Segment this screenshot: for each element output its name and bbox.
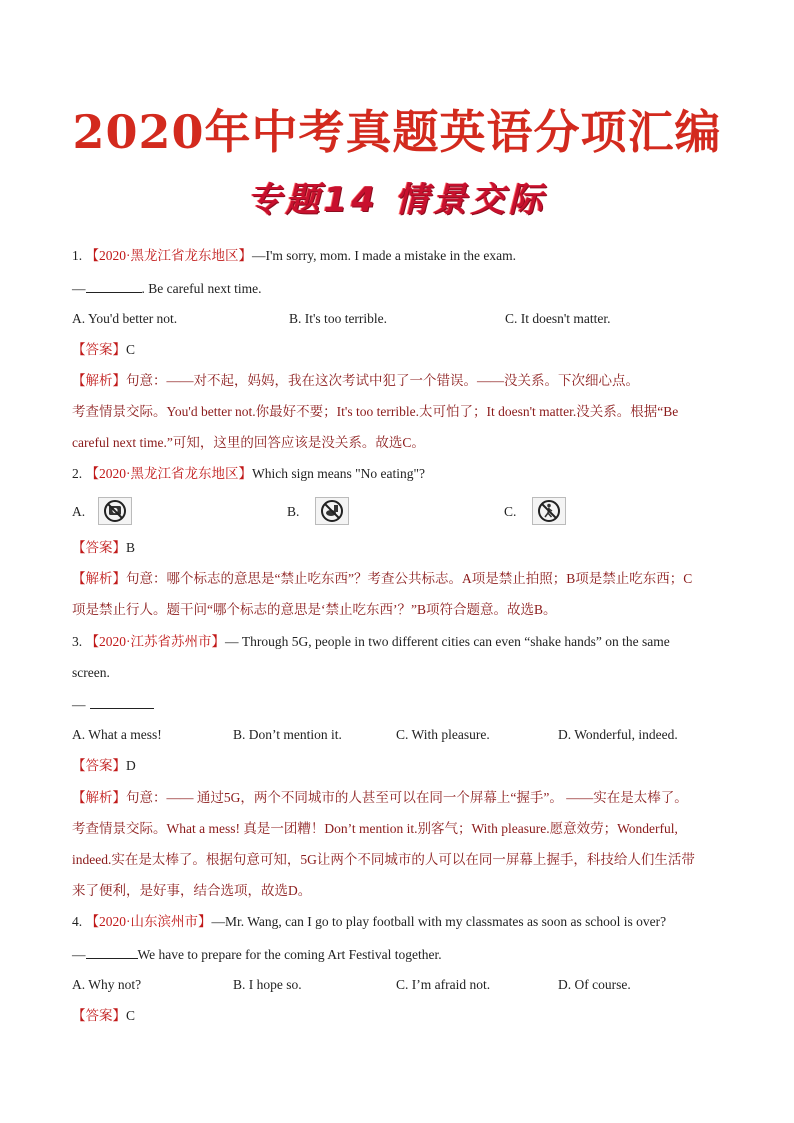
analysis-line: 考查情景交际。What a mess! 真是一团糟！Don’t mention it.别客气；With pleasure.愿意效劳；Wonderful, <box>72 821 678 836</box>
document-subtitle: 专题14 情景交际 <box>247 180 547 220</box>
option-d: D. Of course. <box>558 977 631 992</box>
option-a: A. You'd better not. <box>72 311 178 326</box>
analysis-line: indeed.实在是太棒了。根据句意可知，5G让两个不同城市的人可以在同一屏幕上握手，科技给人们生活带 <box>72 852 695 867</box>
question-source: 【2020·黑龙江省龙东地区】 <box>85 466 252 481</box>
question-number: 1. <box>72 248 83 263</box>
analysis-line: 项是禁止行人。题干问“哪个标志的意思是‘禁止吃东西’？”B项符合题意。故选B。 <box>72 602 557 617</box>
no-eating-icon <box>315 497 349 525</box>
no-photography-icon <box>98 497 132 525</box>
option-c: C. It doesn't matter. <box>505 311 611 326</box>
question-source: 【2020·江苏省苏州市】 <box>85 634 225 649</box>
analysis-line: 考查情景交际。You'd better not.你最好不要；It's too terrible.太可怕了；It doesn't matter.没关系。根据“Be <box>72 404 679 419</box>
answer-value: C <box>126 342 136 357</box>
question-text: screen. <box>72 665 110 680</box>
question-number: 4. <box>72 914 83 929</box>
question-3-stem <box>72 634 670 650</box>
analysis-line: 【解析】句意：——对不起，妈妈，我在这次考试中犯了一个错误。——没关系。下次细心点。 <box>72 373 639 388</box>
answer-value: B <box>126 540 136 555</box>
answer-label: 【答案】 <box>72 540 126 555</box>
answer-blank <box>86 280 142 293</box>
question-text: —Mr. Wang, can I go to play football with my classmates as soon as school is over? <box>211 914 667 929</box>
answer-label: 【答案】 <box>72 1008 126 1023</box>
analysis-label: 【解析】 <box>72 571 126 586</box>
option-c: C. I’m afraid not. <box>396 977 491 992</box>
question-1-reply: — . Be careful next time. <box>72 281 262 296</box>
document-title: 2020年中考真题英语分项汇编 <box>72 105 722 159</box>
question-3-reply: — <box>72 696 154 713</box>
question-source: 【2020·山东滨州市】 <box>85 914 212 929</box>
question-4-reply: — We have to prepare for the coming Art Festival together. <box>72 947 442 962</box>
answer-line <box>72 758 136 774</box>
no-pedestrians-icon <box>532 497 566 525</box>
option-a-letter: A. <box>72 504 86 519</box>
answer-value: C <box>126 1008 136 1023</box>
option-c-letter: C. <box>504 504 517 519</box>
answer-blank <box>90 696 154 709</box>
option-b: B. I hope so. <box>233 977 302 992</box>
question-number: 3. <box>72 634 83 649</box>
option-d: D. Wonderful, indeed. <box>558 727 678 742</box>
question-source: 【2020·黑龙江省龙东地区】 <box>85 248 252 263</box>
answer-value: D <box>126 758 136 773</box>
question-2-stem <box>72 466 425 482</box>
analysis-label: 【解析】 <box>72 373 126 388</box>
question-number: 2. <box>72 466 83 481</box>
question-text: — Through 5G, people in two different cities can even “shake hands” on the same <box>225 634 670 649</box>
analysis-line: 【解析】句意：—— 通过5G，两个不同城市的人甚至可以在同一个屏幕上“握手”。 ——实在是太棒了。 <box>72 790 688 805</box>
answer-line <box>72 342 135 358</box>
analysis-line: careful next time.”可知，这里的回答应该是没关系。故选C。 <box>72 435 425 450</box>
option-b: B. It's too terrible. <box>289 311 388 326</box>
question-1-stem <box>72 248 516 264</box>
option-c: C. With pleasure. <box>396 727 490 742</box>
question-text: —I'm sorry, mom. I made a mistake in the exam. <box>252 248 516 263</box>
option-a: A. Why not? <box>72 977 142 992</box>
answer-line <box>72 540 135 556</box>
question-4-stem <box>72 914 666 930</box>
analysis-line: 【解析】句意：哪个标志的意思是“禁止吃东西”？考查公共标志。A项是禁止拍照；B项是禁止吃东西；C <box>72 571 693 586</box>
option-a: A. What a mess! <box>72 727 162 742</box>
answer-label: 【答案】 <box>72 342 126 357</box>
analysis-label: 【解析】 <box>72 790 126 805</box>
option-b: B. Don’t mention it. <box>233 727 342 742</box>
question-text: Which sign means "No eating"? <box>252 466 425 481</box>
analysis-line: 来了便利，是好事，结合选项，故选D。 <box>72 883 312 898</box>
answer-blank <box>86 946 138 959</box>
answer-line <box>72 1008 135 1024</box>
option-b-letter: B. <box>287 504 300 519</box>
answer-label: 【答案】 <box>72 758 126 773</box>
